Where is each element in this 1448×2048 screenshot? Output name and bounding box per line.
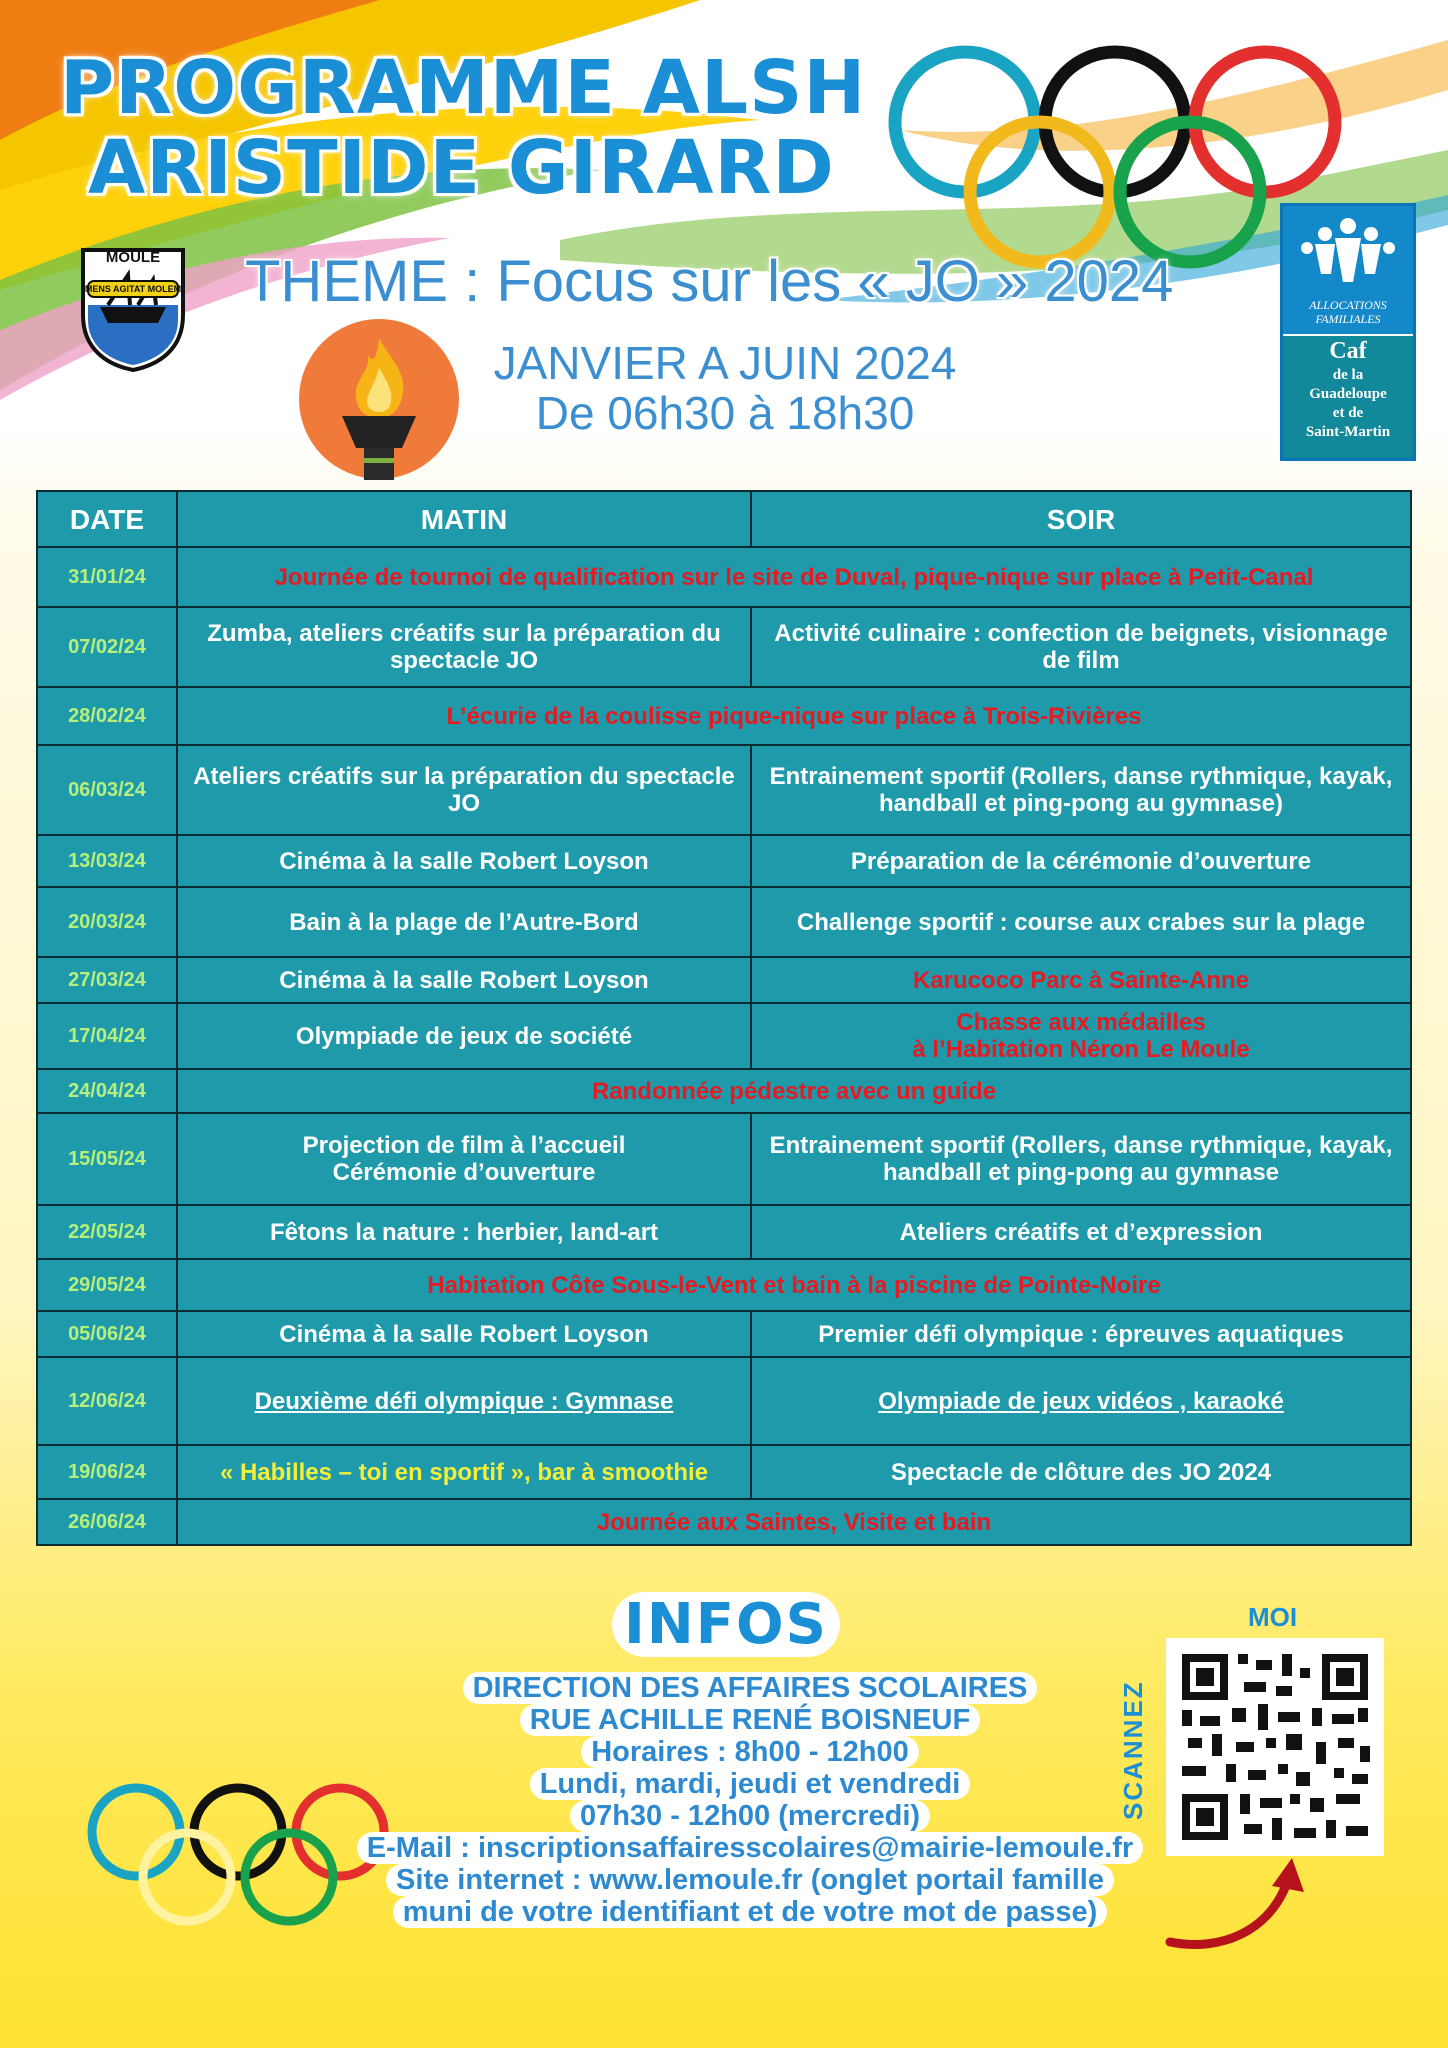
row-matin: Cinéma à la salle Robert Loyson: [177, 835, 751, 887]
schedule-table: [36, 490, 1412, 1546]
caf-sub2: Guadeloupe: [1309, 386, 1387, 402]
table-row: [37, 745, 1411, 835]
infos-line-5: 07h30 - 12h00 (mercredi): [300, 1800, 1200, 1832]
table-row: [37, 1259, 1411, 1311]
row-date: 12/06/24: [37, 1357, 177, 1445]
row-soir: Ateliers créatifs et d’expression: [751, 1205, 1411, 1259]
row-soir: Entrainement sportif (Rollers, danse rythmique, kayak, handball et ping-pong au gymnase: [751, 1113, 1411, 1205]
row-full-activity: Randonnée pédestre avec un guide: [177, 1069, 1411, 1113]
table-row: [37, 1205, 1411, 1259]
row-soir: Activité culinaire : confection de beignets, visionnage de film: [751, 607, 1411, 687]
row-date: 29/05/24: [37, 1259, 177, 1311]
row-matin: [177, 1113, 751, 1205]
row-soir: Olympiade de jeux vidéos , karaoké: [751, 1357, 1411, 1445]
caf-logo-bottom: [1283, 336, 1413, 458]
table-row: [37, 835, 1411, 887]
table-row: [37, 957, 1411, 1003]
table-row: [37, 1357, 1411, 1445]
row-date: 24/04/24: [37, 1069, 177, 1113]
infos-line-2: RUE ACHILLE RENÉ BOISNEUF: [300, 1704, 1200, 1736]
row-date: 22/05/24: [37, 1205, 177, 1259]
infos-website[interactable]: Site internet : www.lemoule.fr (onglet portail famille: [300, 1864, 1200, 1896]
infos-line-4: Lundi, mardi, jeudi et vendredi: [300, 1768, 1200, 1800]
row-date: 19/06/24: [37, 1445, 177, 1499]
torch-icon: [298, 318, 460, 480]
row-soir: Challenge sportif : course aux crabes sur la plage: [751, 887, 1411, 957]
olympic-rings-icon: [885, 42, 1345, 272]
row-matin: Deuxième défi olympique : Gymnase: [177, 1357, 751, 1445]
infos-heading: INFOS: [612, 1592, 840, 1657]
row-soir: Spectacle de clôture des JO 2024: [751, 1445, 1411, 1499]
title-line-2: ARISTIDE GIRARD: [88, 125, 835, 211]
caf-brand: Caf: [1329, 338, 1367, 364]
table-row: [37, 1113, 1411, 1205]
header-date: DATE: [37, 491, 177, 547]
period-block: [465, 338, 985, 438]
curved-arrow-icon: [1160, 1852, 1310, 1962]
row-matin: Cinéma à la salle Robert Loyson: [177, 1311, 751, 1357]
caf-sub4: Saint-Martin: [1305, 424, 1391, 440]
caf-logo-icon: [1280, 203, 1416, 461]
row-matin-line1: Projection de film à l’accueil: [302, 1132, 626, 1159]
row-matin: « Habilles – toi en sportif », bar à smoothie: [177, 1445, 751, 1499]
moule-motto: MENS AGITAT MOLEM: [84, 284, 182, 294]
infos-email[interactable]: E-Mail : inscriptionsaffairesscolaires@mairie-lemoule.fr: [300, 1832, 1200, 1864]
row-date: 27/03/24: [37, 957, 177, 1003]
row-soir: [751, 1003, 1411, 1069]
infos-line-3: Horaires : 8h00 - 12h00: [300, 1736, 1200, 1768]
infos-line-8: muni de votre identifiant et de votre mot de passe): [300, 1896, 1200, 1928]
infos-block: [300, 1672, 1200, 1928]
infos-line-1: DIRECTION DES AFFAIRES SCOLAIRES: [300, 1672, 1200, 1704]
row-soir: Premier défi olympique : épreuves aquatiques: [751, 1311, 1411, 1357]
row-date: 15/05/24: [37, 1113, 177, 1205]
row-date: 17/04/24: [37, 1003, 177, 1069]
header-matin: MATIN: [177, 491, 751, 547]
row-date: 28/02/24: [37, 687, 177, 745]
table-row: [37, 687, 1411, 745]
qr-code-icon[interactable]: [1166, 1638, 1384, 1856]
caf-sub3: et de: [1332, 405, 1364, 421]
row-matin: Cinéma à la salle Robert Loyson: [177, 957, 751, 1003]
caf-logo-top: [1283, 206, 1413, 334]
row-date: 26/06/24: [37, 1499, 177, 1545]
page-title: [60, 45, 920, 211]
table-row: [37, 1069, 1411, 1113]
caf-line2: FAMILIALES: [1315, 312, 1381, 326]
table-row: [37, 1445, 1411, 1499]
row-soir: Entrainement sportif (Rollers, danse rythmique, kayak, handball et ping-pong au gymnase): [751, 745, 1411, 835]
row-date: 06/03/24: [37, 745, 177, 835]
table-row: [37, 1003, 1411, 1069]
period-text: JANVIER A JUIN 2024: [493, 337, 957, 389]
title-line-1: PROGRAMME ALSH: [60, 45, 867, 131]
row-date: 20/03/24: [37, 887, 177, 957]
caf-sub1: de la: [1332, 367, 1364, 383]
caf-family-icon: [1283, 212, 1413, 292]
table-row: [37, 887, 1411, 957]
qr-label-top: MOI: [1248, 1602, 1298, 1632]
row-full-activity: Journée aux Saintes, Visite et bain: [177, 1499, 1411, 1545]
row-matin: Olympiade de jeux de société: [177, 1003, 751, 1069]
table-header-row: [37, 491, 1411, 547]
caf-line1: ALLOCATIONS: [1309, 298, 1387, 312]
qr-code-pattern: [1166, 1638, 1384, 1856]
row-matin: Bain à la plage de l’Autre-Bord: [177, 887, 751, 957]
row-date: 31/01/24: [37, 547, 177, 607]
moule-label: MOULE: [105, 249, 161, 266]
table-row: [37, 1311, 1411, 1357]
row-matin: Fêtons la nature : herbier, land-art: [177, 1205, 751, 1259]
row-date: 07/02/24: [37, 607, 177, 687]
table-row: [37, 607, 1411, 687]
row-full-activity: Habitation Côte Sous-le-Vent et bain à la piscine de Pointe-Noire: [177, 1259, 1411, 1311]
row-soir-line2: à l’Habitation Néron Le Moule: [912, 1036, 1250, 1063]
header-soir: SOIR: [751, 491, 1411, 547]
row-date: 13/03/24: [37, 835, 177, 887]
row-soir: Préparation de la cérémonie d’ouverture: [751, 835, 1411, 887]
row-matin: Ateliers créatifs sur la préparation du spectacle JO: [177, 745, 751, 835]
table-row: [37, 1499, 1411, 1545]
row-date: 05/06/24: [37, 1311, 177, 1357]
theme-heading: THEME : Focus sur les « JO » 2024: [245, 249, 1174, 314]
row-matin-line2: Cérémonie d’ouverture: [332, 1159, 596, 1186]
row-full-activity: Journée de tournoi de qualification sur le site de Duval, pique-nique sur place à Petit-Canal: [177, 547, 1411, 607]
table-row: [37, 547, 1411, 607]
row-matin: Zumba, ateliers créatifs sur la préparation du spectacle JO: [177, 607, 751, 687]
row-soir-line1: Chasse aux médailles: [956, 1009, 1206, 1036]
hours-text: De 06h30 à 18h30: [535, 387, 915, 439]
row-soir: Karucoco Parc à Sainte-Anne: [751, 957, 1411, 1003]
row-full-activity: L’écurie de la coulisse pique-nique sur place à Trois-Rivières: [177, 687, 1411, 745]
qr-label-side: SCANNEZ: [1118, 1680, 1148, 1820]
